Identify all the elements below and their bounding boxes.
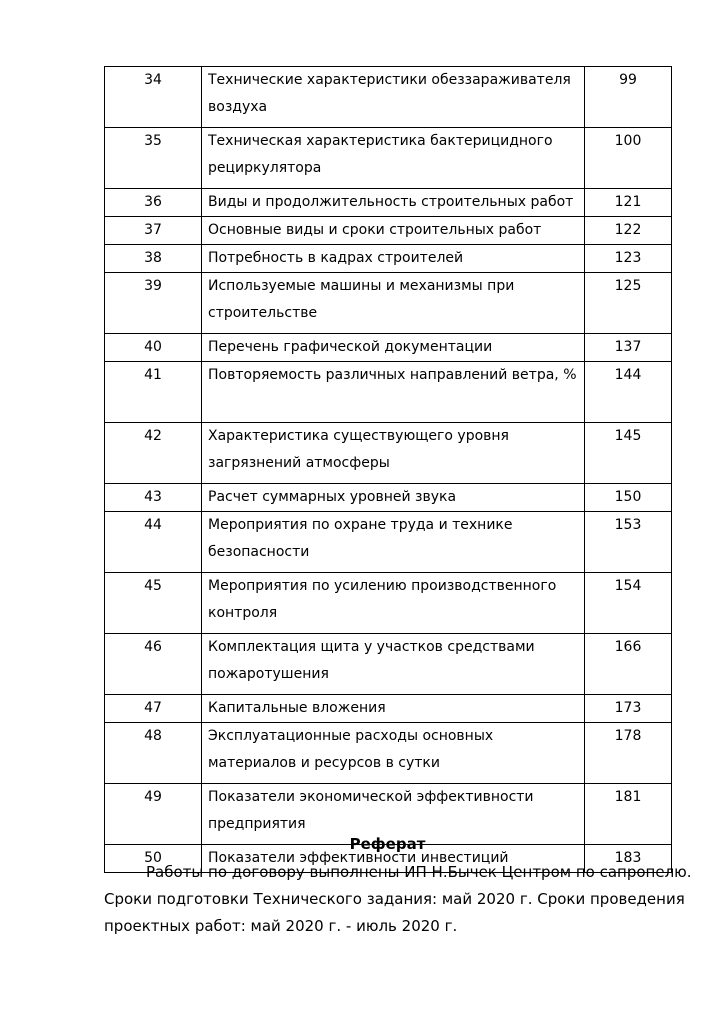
abstract-paragraph xyxy=(104,859,692,940)
row-number: 41 xyxy=(105,362,202,423)
table-of-tables xyxy=(104,66,672,873)
table-row xyxy=(105,512,672,573)
row-title: Эксплуатационные расходы основных материалов и ресурсов в сутки xyxy=(202,723,585,784)
row-title: Мероприятия по усилению производственного контроля xyxy=(202,573,585,634)
table-row xyxy=(105,362,672,423)
row-title: Комплектация щита у участков средствами пожаротушения xyxy=(202,634,585,695)
abstract-heading: Реферат xyxy=(349,835,426,853)
row-page: 137 xyxy=(585,334,672,362)
row-number: 48 xyxy=(105,723,202,784)
row-page: 144 xyxy=(585,362,672,423)
row-number: 35 xyxy=(105,128,202,189)
row-number: 36 xyxy=(105,189,202,217)
row-title: Основные виды и сроки строительных работ xyxy=(202,217,585,245)
abstract-line: Работы по договору выполнены ИП Н.Бычек Центром по сапропелю. xyxy=(146,863,692,881)
row-title: Расчет суммарных уровней звука xyxy=(202,484,585,512)
table-row xyxy=(105,573,672,634)
row-number: 39 xyxy=(105,273,202,334)
row-page: 122 xyxy=(585,217,672,245)
abstract-line: Сроки подготовки Технического задания: май 2020 г. Сроки проведения xyxy=(104,890,685,908)
table-row xyxy=(105,423,672,484)
table-row xyxy=(105,334,672,362)
row-page: 123 xyxy=(585,245,672,273)
table-row xyxy=(105,189,672,217)
row-page: 166 xyxy=(585,634,672,695)
row-page: 100 xyxy=(585,128,672,189)
row-number: 37 xyxy=(105,217,202,245)
row-page: 183 xyxy=(585,845,672,873)
row-title: Перечень графической документации xyxy=(202,334,585,362)
row-page: 150 xyxy=(585,484,672,512)
row-page: 153 xyxy=(585,512,672,573)
row-number: 44 xyxy=(105,512,202,573)
row-page: 173 xyxy=(585,695,672,723)
row-number: 49 xyxy=(105,784,202,845)
row-number: 47 xyxy=(105,695,202,723)
table-row xyxy=(105,245,672,273)
table-row xyxy=(105,634,672,695)
row-page: 99 xyxy=(585,67,672,128)
table-row xyxy=(105,723,672,784)
row-page: 145 xyxy=(585,423,672,484)
row-page: 154 xyxy=(585,573,672,634)
row-title: Повторяемость различных направлений ветра, % xyxy=(202,362,585,423)
row-title: Мероприятия по охране труда и технике безопасности xyxy=(202,512,585,573)
row-number: 42 xyxy=(105,423,202,484)
row-title: Характеристика существующего уровня загрязнений атмосферы xyxy=(202,423,585,484)
row-page: 125 xyxy=(585,273,672,334)
row-number: 38 xyxy=(105,245,202,273)
row-number: 34 xyxy=(105,67,202,128)
table-row xyxy=(105,217,672,245)
row-title: Показатели экономической эффективности предприятия xyxy=(202,784,585,845)
row-number: 40 xyxy=(105,334,202,362)
row-number: 43 xyxy=(105,484,202,512)
table-row xyxy=(105,128,672,189)
table-row xyxy=(105,695,672,723)
row-title: Потребность в кадрах строителей xyxy=(202,245,585,273)
abstract-line: проектных работ: май 2020 г. - июль 2020 г. xyxy=(104,917,458,935)
row-page: 181 xyxy=(585,784,672,845)
row-page: 178 xyxy=(585,723,672,784)
table-row xyxy=(105,484,672,512)
row-page: 121 xyxy=(585,189,672,217)
row-title: Капитальные вложения xyxy=(202,695,585,723)
row-title: Техническая характеристика бактерицидного рециркулятора xyxy=(202,128,585,189)
row-title: Используемые машины и механизмы при строительстве xyxy=(202,273,585,334)
table-row xyxy=(105,67,672,128)
table-row xyxy=(105,273,672,334)
row-number: 50 xyxy=(105,845,202,873)
row-number: 45 xyxy=(105,573,202,634)
row-number: 46 xyxy=(105,634,202,695)
row-title: Показатели эффективности инвестиций xyxy=(202,845,585,873)
row-title: Технические характеристики обеззараживателя воздуха xyxy=(202,67,585,128)
row-title: Виды и продолжительность строительных работ xyxy=(202,189,585,217)
